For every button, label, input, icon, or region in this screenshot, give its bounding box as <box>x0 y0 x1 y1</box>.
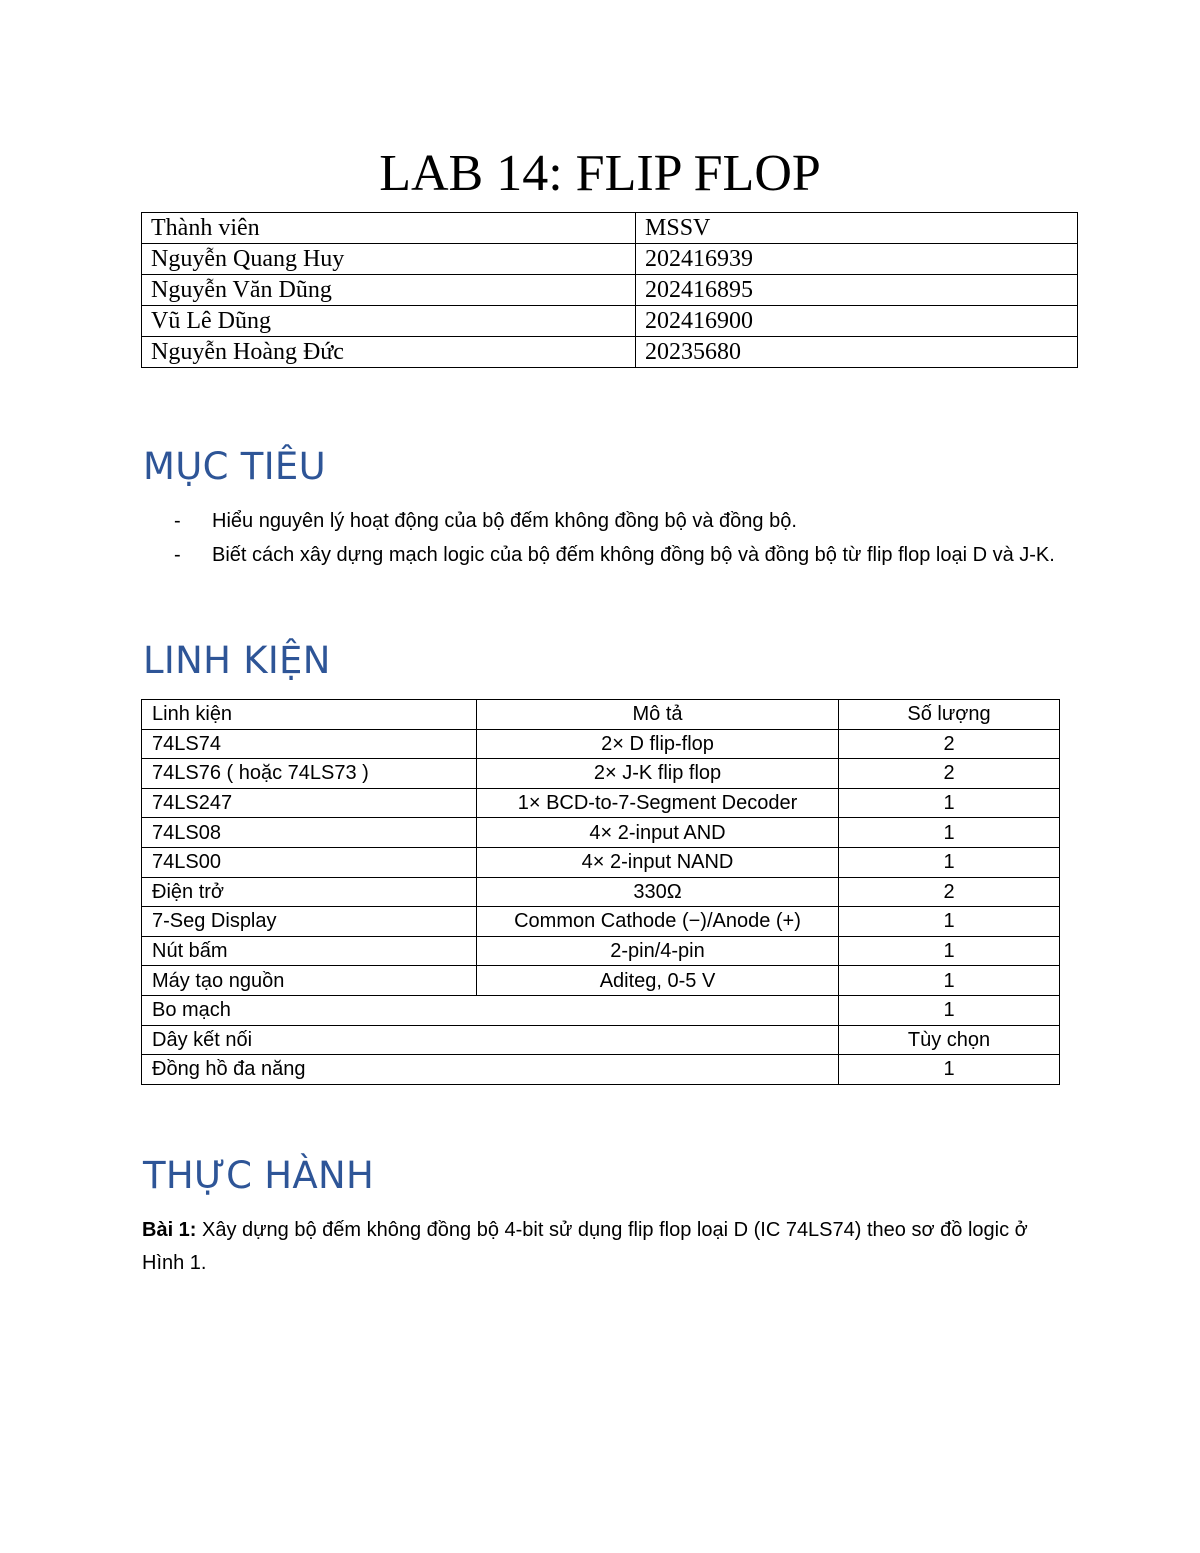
table-row <box>142 936 1060 966</box>
component-name: Điện trở <box>142 877 477 907</box>
component-name: 74LS08 <box>142 818 477 848</box>
component-name: Máy tạo nguồn <box>142 966 477 996</box>
component-quantity: Tùy chọn <box>839 1025 1060 1055</box>
member-id: 202416895 <box>636 275 1078 306</box>
component-quantity: 1 <box>839 847 1060 877</box>
table-row <box>142 966 1060 996</box>
objective-text: Hiểu nguyên lý hoạt động của bộ đếm không đồng bộ và đồng bộ. <box>212 510 797 532</box>
table-row <box>142 275 1078 306</box>
objective-text: Biết cách xây dựng mạch logic của bộ đếm không đồng bộ và đồng bộ từ flip flop loại D và J-K. <box>212 544 1055 566</box>
component-name: Bo mạch <box>142 995 839 1025</box>
bullet-dash: - <box>174 510 181 532</box>
members-header-row <box>142 213 1078 244</box>
component-quantity: 1 <box>839 788 1060 818</box>
member-id: 20235680 <box>636 337 1078 368</box>
component-description: 4× 2-input NAND <box>477 847 839 877</box>
component-quantity: 1 <box>839 936 1060 966</box>
table-row <box>142 1025 1060 1055</box>
practice-heading: THỰC HÀNH <box>143 1154 375 1197</box>
bullet-dash: - <box>174 544 181 566</box>
component-name: 74LS76 ( hoặc 74LS73 ) <box>142 759 477 789</box>
table-row <box>142 995 1060 1025</box>
table-row <box>142 337 1078 368</box>
component-quantity: 1 <box>839 907 1060 937</box>
table-row <box>142 1055 1060 1085</box>
component-name: 74LS247 <box>142 788 477 818</box>
components-header-row <box>142 700 1060 730</box>
component-quantity: 1 <box>839 966 1060 996</box>
members-table <box>141 212 1078 368</box>
exercise-text: Xây dựng bộ đếm không đồng bộ 4-bit sử dụng flip flop loại D (IC 74LS74) theo sơ đồ logic ở Hình 1. <box>142 1219 1028 1274</box>
component-name: Dây kết nối <box>142 1025 839 1055</box>
table-row <box>142 907 1060 937</box>
members-header-name: Thành viên <box>142 213 636 244</box>
member-name: Vũ Lê Dũng <box>142 306 636 337</box>
exercise-paragraph <box>142 1214 1072 1280</box>
list-item <box>142 504 1062 538</box>
component-name: 74LS00 <box>142 847 477 877</box>
table-row <box>142 729 1060 759</box>
component-quantity: 2 <box>839 729 1060 759</box>
component-description: 2× J-K flip flop <box>477 759 839 789</box>
component-quantity: 1 <box>839 995 1060 1025</box>
component-name: Đồng hồ đa năng <box>142 1055 839 1085</box>
member-id: 202416939 <box>636 244 1078 275</box>
component-name: 74LS74 <box>142 729 477 759</box>
member-name: Nguyễn Văn Dũng <box>142 275 636 306</box>
table-row <box>142 306 1078 337</box>
component-description: 1× BCD-to-7-Segment Decoder <box>477 788 839 818</box>
objectives-list <box>142 504 1062 572</box>
table-row <box>142 759 1060 789</box>
component-name: Nút bấm <box>142 936 477 966</box>
component-description: 2× D flip-flop <box>477 729 839 759</box>
table-row <box>142 818 1060 848</box>
component-description: Common Cathode (−)/Anode (+) <box>477 907 839 937</box>
components-heading: LINH KIỆN <box>143 639 331 682</box>
component-name: 7-Seg Display <box>142 907 477 937</box>
table-row <box>142 877 1060 907</box>
component-quantity: 2 <box>839 877 1060 907</box>
header-quantity: Số lượng <box>839 700 1060 730</box>
component-quantity: 2 <box>839 759 1060 789</box>
header-component: Linh kiện <box>142 700 477 730</box>
objectives-heading: MỤC TIÊU <box>143 445 326 488</box>
list-item <box>142 538 1062 572</box>
table-row <box>142 847 1060 877</box>
component-description: 4× 2-input AND <box>477 818 839 848</box>
component-description: Aditeg, 0-5 V <box>477 966 839 996</box>
header-description: Mô tả <box>477 700 839 730</box>
component-description: 330Ω <box>477 877 839 907</box>
document-title: LAB 14: FLIP FLOP <box>379 145 821 202</box>
exercise-label: Bài 1: <box>142 1219 197 1241</box>
table-row <box>142 244 1078 275</box>
components-table <box>141 699 1060 1085</box>
member-name: Nguyễn Quang Huy <box>142 244 636 275</box>
member-name: Nguyễn Hoàng Đức <box>142 337 636 368</box>
component-description: 2-pin/4-pin <box>477 936 839 966</box>
component-quantity: 1 <box>839 1055 1060 1085</box>
members-header-id: MSSV <box>636 213 1078 244</box>
component-quantity: 1 <box>839 818 1060 848</box>
member-id: 202416900 <box>636 306 1078 337</box>
table-row <box>142 788 1060 818</box>
